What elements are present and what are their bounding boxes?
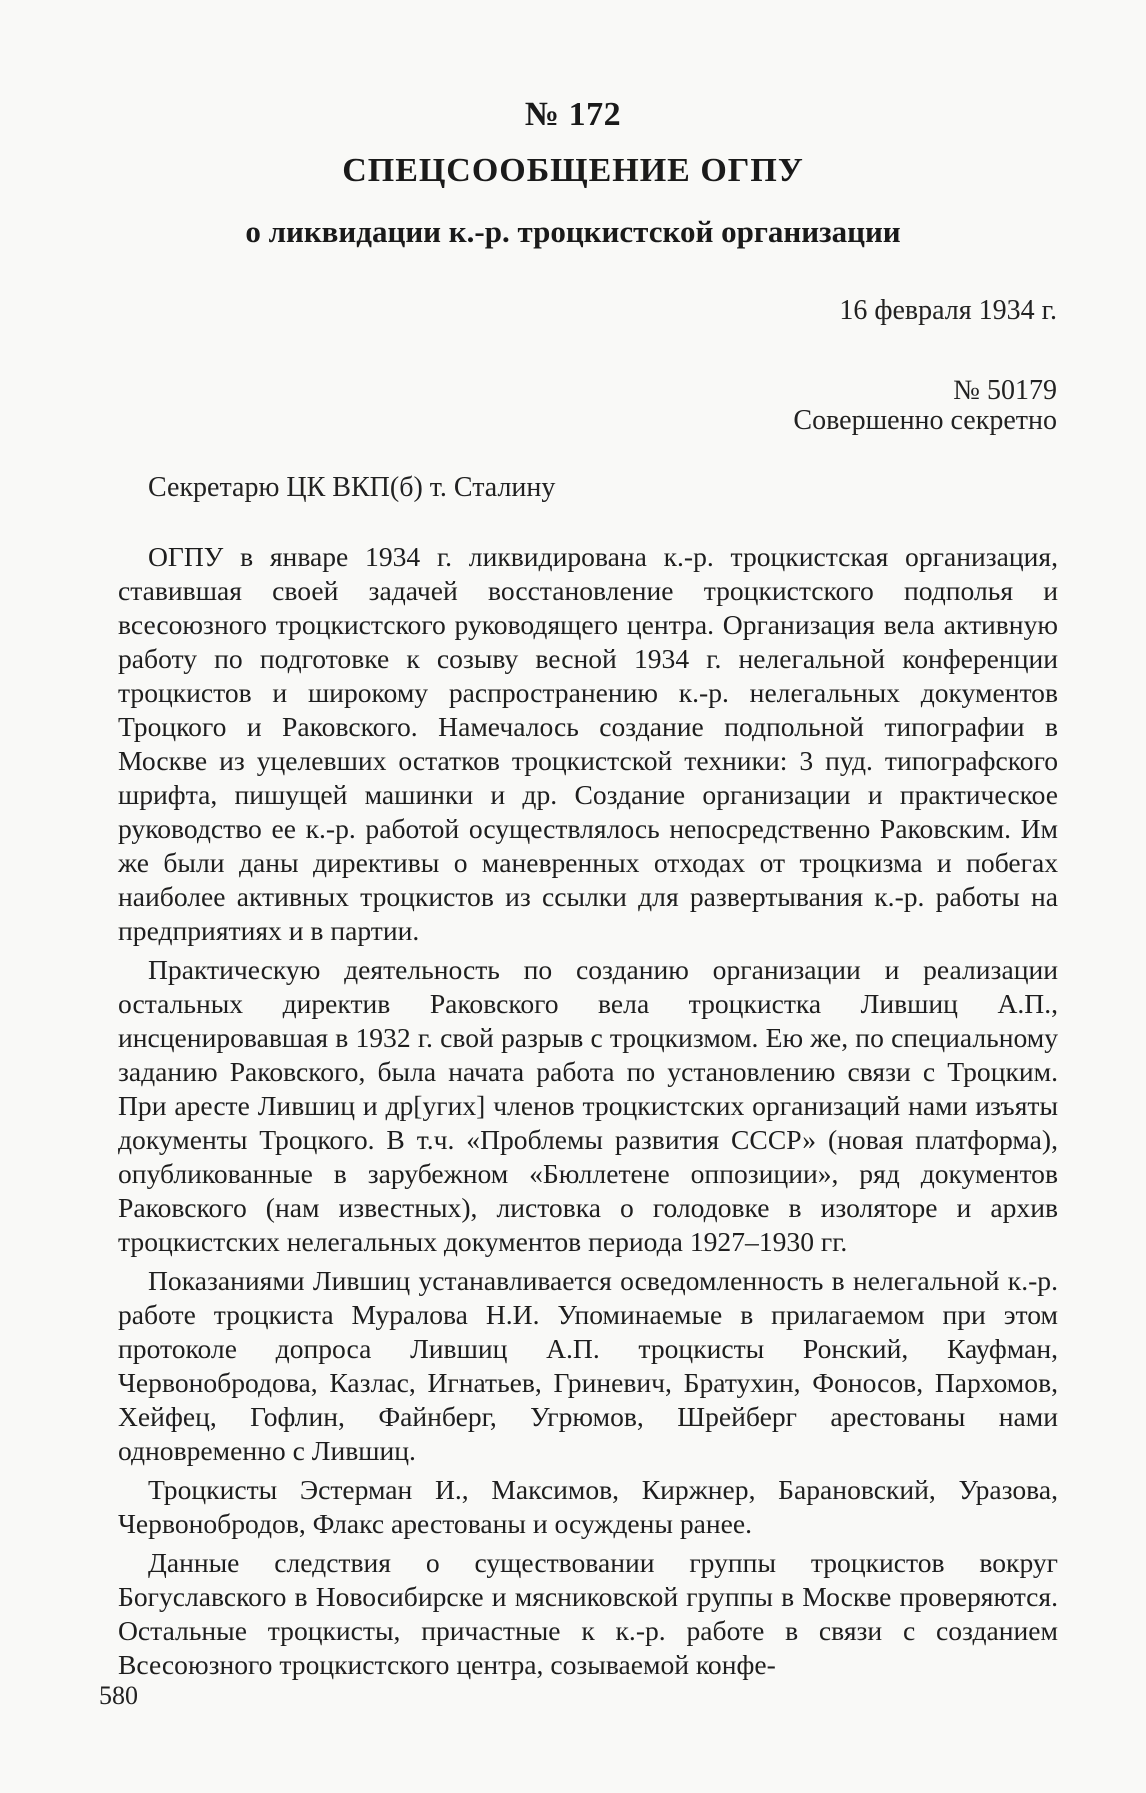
paragraph: Практическую деятельность по созданию организации и реализации остальных директив Раковского вела троцкистка Лившиц А.П., инсценировавшая в 1932 г. свой разрыв с троцкизмом. Ею же, по специальному заданию Раковского, была начата работа по установлению связи с Троцким. При аресте Лившиц и др[угих] членов троцкистских организаций нами изъяты документы Троцкого. В т.ч. «Проблемы развития СССР» (новая платформа), опубликованные в зарубежном «Бюллетене оппозиции», ряд документов Раковского (нам известных), листовка о голодовке в изоляторе и архив троцкистских нелегальных документов периода 1927–1930 гг.	[118, 954, 1058, 1257]
classification-label: Совершенно секретно	[793, 405, 1057, 436]
paragraph: Данные следствия о существовании группы троцкистов вокруг Богуславского в Новосибирске и мясниковской группы в Москве проверяются. Остальные троцкисты, причастные к к.-р. работе в связи с созданием Всесоюзного троцкистского центра, созываемой конфе-	[118, 1547, 1058, 1680]
page-number: 580	[99, 1681, 138, 1710]
paragraph: ОГПУ в январе 1934 г. ликвидирована к.-р. троцкистская организация, ставившая своей задачей восстановление троцкистского подполья и всесоюзного троцкистского руководящего центра. Организация вела активную работу по подготовке к созыву весной 1934 г. нелегальной конференции троцкистов и широкому распространению к.-р. нелегальных документов Троцкого и Раковского. Намечалось создание подпольной типографии в Москве из уцелевших остатков троцкистской техники: 3 пуд. типографского шрифта, пишущей машинки и др. Создание организации и практическое руководство ее к.-р. работой осуществлялось непосредственно Раковским. Им же были даны директивы о маневренных отходах от троцкизма и побегах наиболее активных троцкистов из ссылки для развертывания к.-р. работы на предприятиях и в партии.	[118, 541, 1058, 946]
registration-number: № 50179	[953, 375, 1057, 406]
paragraph: Троцкисты Эстерман И., Максимов, Киржнер, Барановский, Уразова, Червонобродов, Флакс арестованы и осуждены ранее.	[118, 1474, 1058, 1539]
document-title: СПЕЦСООБЩЕНИЕ ОГПУ	[342, 152, 804, 189]
document-body	[118, 540, 1058, 1682]
paragraph: Показаниями Лившиц устанавливается осведомленность в нелегальной к.-р. работе троцкиста Муралова Н.И. Упоминаемые в прилагаемом при этом протоколе допроса Лившиц А.П. троцкисты Ронский, Кауфман, Червонобродова, Казлас, Игнатьев, Гриневич, Братухин, Фоносов, Пархомов, Хейфец, Гофлин, Файнберг, Угрюмов, Шрейберг арестованы нами одновременно с Лившиц.	[118, 1265, 1058, 1466]
document-number: № 172	[524, 96, 622, 133]
document-date: 16 февраля 1934 г.	[839, 295, 1057, 326]
addressee: Секретарю ЦК ВКП(б) т. Сталину	[148, 472, 556, 503]
document-subtitle: о ликвидации к.-р. троцкистской организации	[245, 214, 901, 249]
